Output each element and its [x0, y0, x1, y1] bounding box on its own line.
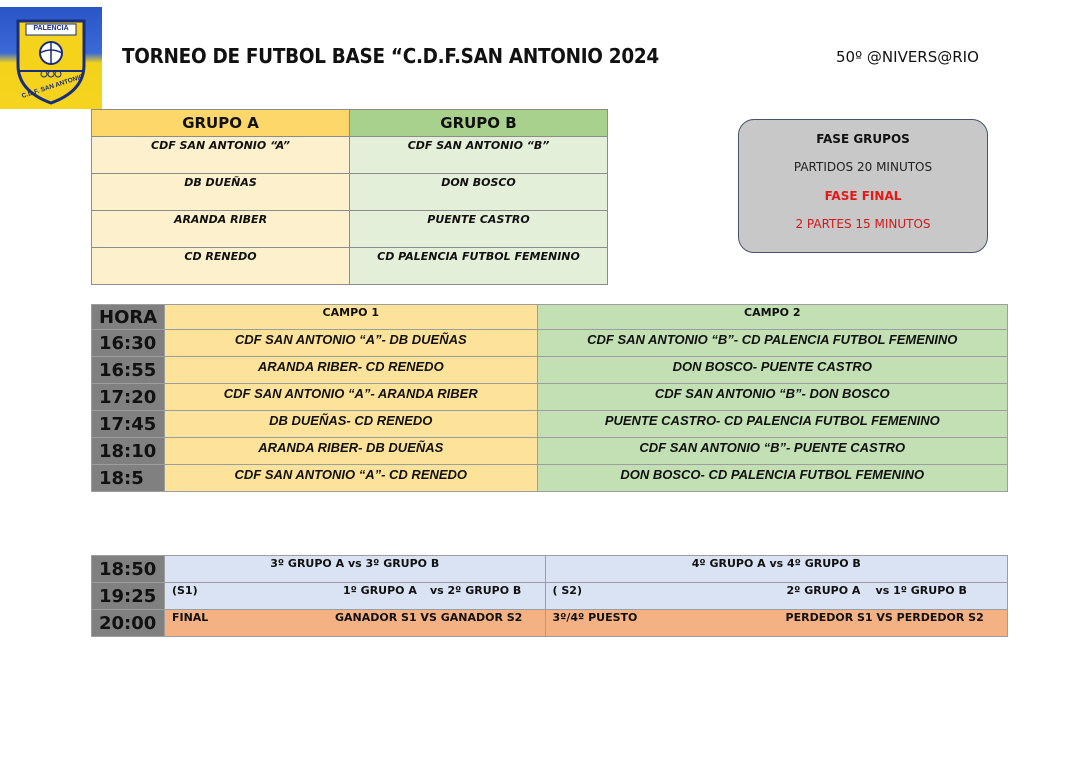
campo2-match: CDF SAN ANTONIO “B”- PUENTE CASTRO	[537, 438, 1007, 465]
semifinal-1-team-b: vs 2º GRUPO B	[429, 584, 522, 597]
final-match: GANADOR S1 VS GANADOR S2	[334, 611, 523, 624]
campo2-match: DON BOSCO- CD PALENCIA FUTBOL FEMENINO	[537, 465, 1007, 492]
group-b-team: CDF SAN ANTONIO “B”	[350, 137, 608, 174]
semifinal-2-team-b: vs 1º GRUPO B	[875, 584, 967, 597]
table-row	[92, 384, 1008, 411]
table-row	[92, 411, 1008, 438]
table-row	[92, 610, 1008, 637]
match-time: 16:55	[92, 357, 165, 384]
table-row	[92, 556, 1008, 583]
campo2-header: CAMPO 2	[537, 305, 1007, 330]
campo1-match: DB DUEÑAS- CD RENEDO	[164, 411, 537, 438]
final-phase-duration: 2 PARTES 15 MINUTOS	[795, 217, 931, 231]
table-row	[92, 465, 1008, 492]
group-phase-duration: PARTIDOS 20 MINUTOS	[793, 160, 933, 174]
table-row	[92, 357, 1008, 384]
semifinal-2-team-a: 2º GRUPO A	[786, 584, 861, 597]
group-b-header: GRUPO B	[350, 110, 608, 137]
group-a-team: ARANDA RIBER	[92, 211, 350, 248]
match-time: 17:20	[92, 384, 165, 411]
group-a-header: GRUPO A	[92, 110, 350, 137]
format-info-box	[738, 119, 988, 253]
groups-table	[91, 109, 608, 285]
final-time: 19:25	[92, 583, 165, 610]
campo1-match: CDF SAN ANTONIO “A”- ARANDA RIBER	[164, 384, 537, 411]
match-time: 16:30	[92, 330, 165, 357]
campo2-match: DON BOSCO- PUENTE CASTRO	[537, 357, 1007, 384]
campo1-match: ARANDA RIBER- DB DUEÑAS	[164, 438, 537, 465]
match-time: 18:5	[92, 465, 165, 492]
final-phase-label: FASE FINAL	[824, 189, 902, 203]
final-time: 18:50	[92, 556, 165, 583]
table-row	[92, 438, 1008, 465]
third-place-tag: 3º/4º PUESTO	[552, 611, 638, 624]
placement-match-right: 4º GRUPO A vs 4º GRUPO B	[691, 557, 861, 570]
placement-match-left: 3º GRUPO A vs 3º GRUPO B	[270, 557, 440, 570]
final-time: 20:00	[92, 610, 165, 637]
semifinal-1-tag: (S1)	[171, 584, 198, 597]
group-phase-label: FASE GRUPOS	[816, 132, 910, 146]
group-b-team: CD PALENCIA FUTBOL FEMENINO	[350, 248, 608, 285]
logo-bottom-text: C.D.F. SAN ANTONIO	[20, 73, 85, 100]
page-title: TORNEO DE FUTBOL BASE “C.D.F.SAN ANTONIO 2024	[122, 44, 659, 68]
campo2-match: PUENTE CASTRO- CD PALENCIA FUTBOL FEMENINO	[537, 411, 1007, 438]
match-time: 17:45	[92, 411, 165, 438]
group-a-team: DB DUEÑAS	[92, 174, 350, 211]
final-tag: FINAL	[171, 611, 209, 624]
anniversary-label: 50º @NIVERS@RIO	[836, 48, 979, 66]
club-logo	[0, 7, 102, 109]
campo2-match: CDF SAN ANTONIO “B”- CD PALENCIA FUTBOL FEMENINO	[537, 330, 1007, 357]
campo1-header: CAMPO 1	[164, 305, 537, 330]
semifinal-2-tag: ( S2)	[552, 584, 582, 597]
group-b-team: DON BOSCO	[350, 174, 608, 211]
finals-table	[91, 555, 1008, 637]
campo1-match: CDF SAN ANTONIO “A”- DB DUEÑAS	[164, 330, 537, 357]
schedule-table	[91, 304, 1008, 492]
table-row	[92, 583, 1008, 610]
campo1-match: ARANDA RIBER- CD RENEDO	[164, 357, 537, 384]
match-time: 18:10	[92, 438, 165, 465]
group-a-team: CD RENEDO	[92, 248, 350, 285]
club-crest-icon	[0, 7, 102, 109]
hora-header: HORA	[92, 305, 165, 330]
group-a-team: CDF SAN ANTONIO “A”	[92, 137, 350, 174]
campo1-match: CDF SAN ANTONIO “A”- CD RENEDO	[164, 465, 537, 492]
campo2-match: CDF SAN ANTONIO “B”- DON BOSCO	[537, 384, 1007, 411]
semifinal-1-team-a: 1º GRUPO A	[342, 584, 417, 597]
table-row	[92, 330, 1008, 357]
logo-top-text: PALENCIA	[33, 25, 69, 32]
group-b-team: PUENTE CASTRO	[350, 211, 608, 248]
third-place-match: PERDEDOR S1 VS PERDEDOR S2	[785, 611, 984, 624]
